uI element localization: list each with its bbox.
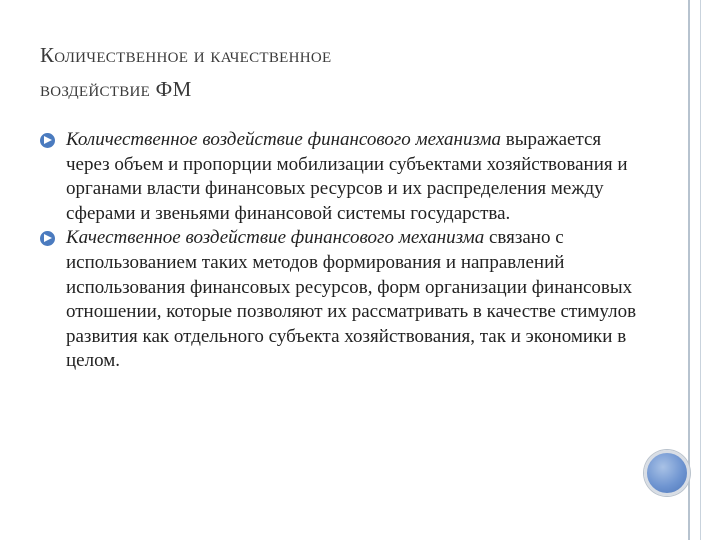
slide-title-line-2: воздействие ФМ <box>40 77 192 101</box>
circle-ornament-icon <box>644 450 690 496</box>
decorative-rail-line <box>700 0 701 540</box>
bullet-item-qualitative <box>40 226 640 374</box>
bullet-lead: Качественное воздействие финансового механизма <box>66 227 485 249</box>
bullet-lead: Количественное воздействие финансового механизма <box>66 129 502 150</box>
slide-title-line-1: Количественное и качественное <box>40 43 332 67</box>
bullet-text: выражается через объем и пропорции мобилизации субъектами хозяйствования и органами власти финансовых ресурсов и их распределения между сферами и звеньями финансовой системы государства. <box>66 129 628 224</box>
decorative-rail-line <box>688 0 690 540</box>
play-circle-icon <box>40 133 55 148</box>
play-circle-icon <box>40 231 55 246</box>
slide-title <box>40 38 640 106</box>
bullet-text: связано с использованием таких методов формирования и направлений использования финансовых ресурсов, форм организации финансовых отношении, которые позволяют их рассматривать в качестве стимулов развития как отдельного субъекта хозяйствования, так и экономики в целом. <box>66 227 637 372</box>
bullet-item-quantitative <box>40 128 640 226</box>
bullet-list <box>40 128 640 374</box>
